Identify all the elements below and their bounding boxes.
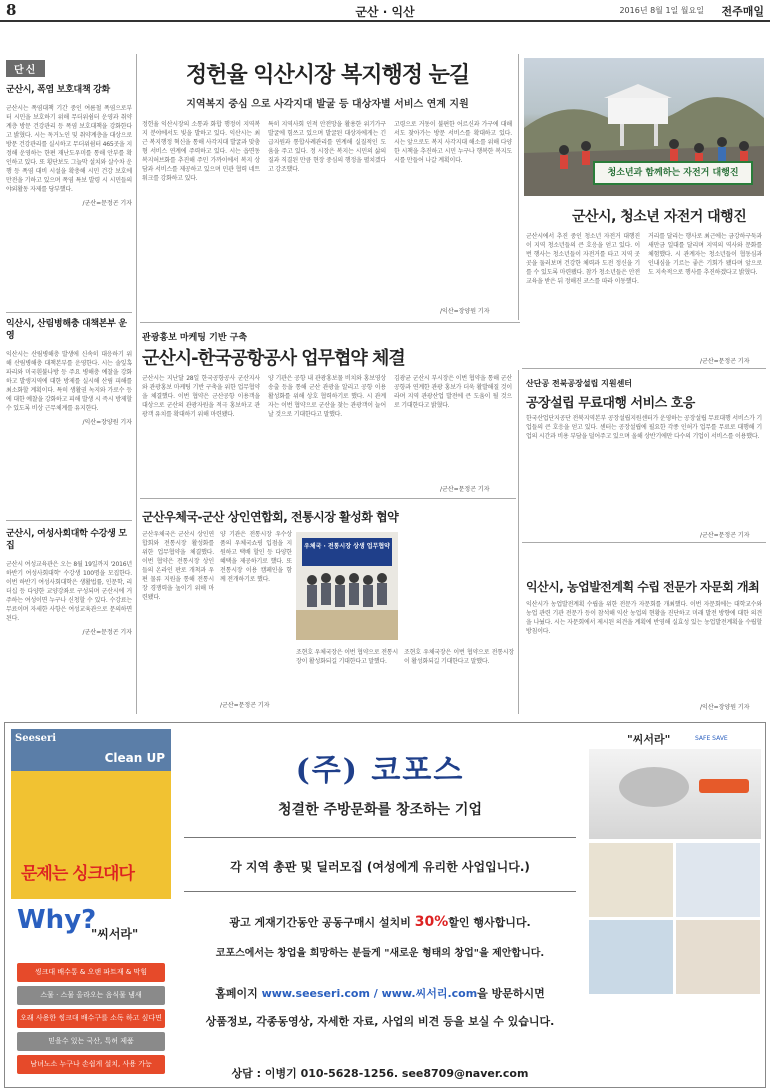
ad-clean-text: Clean UP	[104, 751, 165, 765]
advertisement	[4, 722, 766, 1088]
product-gallery	[589, 843, 761, 994]
market-story-col: 조현호 우체국장은 이번 협약으로 전통시장이 활성화되길 기대한다고 말했다.	[296, 649, 398, 665]
divider	[522, 542, 766, 543]
main-headline: 정헌율 익산시장 복지행정 눈길	[185, 63, 470, 88]
page-header	[0, 0, 770, 22]
brief-title: 군산시, 폭염 보호대책 강화	[6, 85, 110, 95]
ad-right-header	[589, 729, 761, 749]
ad-promo-line	[175, 914, 585, 930]
brief-title: 익산시, 산림병해충 대책본부 운영	[6, 319, 127, 341]
ad-benefit-pill: 씽크대 배수통 & 오랜 파트재 & 막힘	[17, 963, 165, 982]
bike-parade-photo	[524, 58, 764, 196]
ad-homepage-tail: 을 방문하시면	[477, 987, 545, 1000]
ad-why-text: Why?	[17, 905, 97, 935]
issue-date: 2016년 8월 1일 월요일	[619, 6, 704, 15]
divider	[140, 322, 520, 323]
ad-benefit-pill: 남녀노소 누구나 손쉽게 설치, 사용 가능	[17, 1055, 165, 1074]
brief-item	[6, 318, 132, 426]
divider	[522, 368, 766, 369]
airport-story-col: 군산시는 지난달 28일 한국공항공사 군산지사와 관광홍보 마케팅 기반 구축을 위한 업무협약을 체결했다. 이번 협약은 군산공항 이용객을 대상으로 군산의 관광자원을 적극 홍보하고 관광객 유치를 확대하기 위해 마련됐다.	[142, 375, 260, 418]
brief-label: 단신	[6, 60, 45, 77]
ad-homepage-line	[175, 985, 585, 1001]
market-headline: 군산우체국-군산 상인연합회, 전통시장 활성화 협약	[142, 510, 399, 524]
ad-right-brand: "씨서라"	[627, 733, 671, 746]
ad-right-tag: SAFE SAVE	[695, 735, 728, 742]
main-story-col: 정헌율 익산시장의 소통과 화합 행정이 지역복지 분야에서도 빛을 발하고 있다. 익산시는 최근 복지행정 혁신을 통해 사각지대 발굴과 맞춤형 서비스 연계에 주력하고 있다. 시는 읍면동 복지허브화를 추진해 주민 가까이에서 복지 상담과 서비스를 제공하고 있으며 민관 협력 네트워크를 강화하고 있다.	[142, 121, 260, 182]
bike-headline: 군산시, 청소년 자전거 대행진	[572, 209, 747, 225]
bike-story-col: 거리를 달리는 행사로 최근에는 금강하구둑과 새만금 일대를 달리며 지역의 역사와 문화를 체험했다. 시 관계자는 청소년들이 협동심과 인내심을 기르는 좋은 기회가 됐다며 앞으로도 지속적으로 행사를 추진하겠다고 밝혔다.	[648, 233, 762, 276]
sink-photo	[11, 771, 171, 899]
factory-story-body: 한국산업단지공단 전북지역본부 공장설립지원센터가 운영하는 공장설립 무료대행 서비스가 기업들의 큰 호응을 얻고 있다. 센터는 공장설립에 필요한 각종 인허가 업무를 무료로 대행해 기업의 시간과 비용 부담을 덜어주고 있으며 올해 상반기에만 다수의 기업이 서비스를 이용했다.	[526, 415, 762, 440]
brief-title: 군산시, 여성사회대학 수강생 모집	[6, 529, 127, 551]
ad-benefit-pill: 오래 사용한 씽크대 배수구를 소독 하고 싶다면	[17, 1009, 165, 1028]
gallery-photo	[589, 843, 673, 917]
main-story-byline: /익산=장양원 기자	[440, 308, 490, 315]
brief-body: 군산시 여성교육관은 오는 8월 19일까지 '2016년 하반기 여성사회대학' 수강생 100명을 모집한다. 이번 하반기 여성사회대학은 생활법률, 인문학, 리더십 등 다양한 교양강좌로 구성되며 군산시에 거주하는 여성이면 누구나 신청할 수 있다. 수강료는 무료이며 자세한 사항은 여성교육관으로 문의하면 된다.	[6, 561, 132, 622]
airport-kicker: 관광홍보 마케팅 기반 구축	[142, 333, 248, 343]
brief-byline: /익산=장양원 기자	[82, 419, 132, 426]
advisory-story-body: 익산시가 농업발전계획 수립을 위한 전문가 자문회를 개최했다. 이번 자문회에는 대학교수와 농업 관련 기관 전문가 등이 참석해 익산 농업의 현황을 진단하고 미래 발전 방향에 대한 의견을 나눴다. 시는 자문회에서 제시된 의견을 계획에 반영해 실효성 있는 농업발전계획을 수립할 방침이다.	[526, 601, 762, 635]
divider	[140, 498, 516, 499]
airport-story-col: 김광균 군산시 부시장은 이번 협약을 통해 군산공항과 연계한 관광 홍보가 더욱 활발해질 것이라며 지역 관광산업 발전에 큰 도움이 될 것으로 기대한다고 밝혔다.	[394, 375, 512, 409]
divider	[6, 312, 132, 313]
ad-sink-brand: "씨서라"	[91, 927, 139, 941]
divider	[6, 520, 132, 521]
gallery-photo	[676, 843, 760, 917]
main-story-col: 고령으로 거동이 불편한 어르신과 가구에 대해서도 찾아가는 방문 서비스를 확대하고 있다. 시는 앞으로도 복지 사각지대 해소를 위해 다양한 시책을 추진하고 시민 누구나 행복한 복지도시를 만들어 나갈 계획이다.	[394, 121, 512, 164]
airport-headline: 군산시-한국공항공사 업무협약 체결	[142, 348, 405, 369]
agreement-ceremony-photo	[296, 532, 398, 640]
column-rule	[518, 370, 519, 714]
ad-right-panel	[589, 729, 761, 1081]
market-story-col: 양 기관은 전통시장 우수상품의 우체국쇼핑 입점을 지원하고 택배 할인 등 다양한 혜택을 제공하기로 했다. 또 전통시장 이용 캠페인을 함께 전개하기로 했다.	[220, 531, 292, 583]
ad-company: (주) 코포스	[295, 753, 465, 788]
ad-left-banner	[11, 729, 171, 771]
brief-body: 군산시는 폭염대책 기간 중인 여름철 폭염으로부터 시민을 보호하기 위해 무더위쉼터 운영과 취약계층 방문 건강관리 등 폭염 보호대책을 강화한다고 밝혔다. 시는 독거노인 및 취약계층을 대상으로 방문 건강관리를 실시하고 무더위쉼터 465곳을 지정해 운영하는 한편 재난도우미를 통해 안부를 확인하고 있다. 또 횡단보도 그늘막 설치와 살수차 운행 등 폭염 대비 시설을 확충해 시민 건강 보호에 만전을 기하고 있으며 폭염 특보 발령 시 시민들의 야외활동 자제를 당부했다.	[6, 105, 132, 193]
ad-center-panel	[175, 723, 585, 1087]
advisory-headline: 익산시, 농업발전계획 수립 전문가 자문회 개최	[526, 580, 760, 594]
photo-banner-text: 청소년과 함께하는 자전거 대행진	[607, 168, 739, 178]
bike-byline: /군산=문정곤 기자	[700, 358, 750, 365]
market-story-col: 조현호 우체국장은 이번 협약으로 전통시장이 활성화되길 기대한다고 말했다.	[404, 649, 514, 665]
factory-byline: /군산=문정곤 기자	[700, 532, 750, 539]
ad-contact: 상담 : 이병기 010-5628-1256. see8709@naver.com	[231, 1067, 529, 1080]
airport-story-col: 양 기관은 공항 내 관광홍보물 비치와 홍보영상 송출 등을 통해 군산 관광을 알리고 공항 이용 활성화를 위해 상호 협력하기로 했다. 시 관계자는 이번 협약으로 군산을 찾는 관광객이 늘어날 것으로 기대한다고 말했다.	[268, 375, 386, 418]
gallery-photo	[589, 920, 673, 994]
brief-label-wrap	[6, 58, 132, 77]
gallery-photo	[676, 920, 760, 994]
ad-startup-line: 코포스에서는 창업을 희망하는 분들게 "새로운 형태의 창업"을 제안합니다.	[215, 948, 545, 959]
ad-why-block	[11, 899, 171, 959]
newspaper-brand: 전주매일	[721, 5, 764, 18]
column-rule	[136, 54, 137, 714]
factory-kicker: 산단공 전북공장설립 지원센터	[526, 379, 633, 388]
market-byline: /군산=문정곤 기자	[220, 702, 270, 709]
drain-product-photo	[589, 749, 761, 839]
ad-info-line: 상품정보, 각종동영상, 자세한 자료, 사업의 비견 등을 보실 수 있습니다.	[205, 1015, 555, 1028]
factory-headline: 공장설립 무료대행 서비스 호응	[526, 396, 695, 411]
divider	[184, 891, 576, 892]
ad-benefit-pill: 믿을수 있는 국산, 특허 제품	[17, 1032, 165, 1051]
ad-homepage-label: 홈페이지	[215, 987, 262, 1000]
bike-story-col: 군산시에서 추진 중인 청소년 자전거 대행진이 지역 청소년들의 큰 호응을 얻고 있다. 이번 행사는 청소년들이 자전거를 타고 지역 곳곳을 둘러보며 건강한 체력과 도전 정신을 기를 수 있도록 마련됐다. 참가 청소년들은 안전교육을 받은 뒤 정해진 코스를 따라 이동했다.	[526, 233, 640, 285]
brief-byline: /군산=문정곤 기자	[82, 200, 132, 207]
ad-benefit-pill: 스물 · 스물 올라오는 음식물 냄새	[17, 986, 165, 1005]
brief-byline: /군산=문정곤 기자	[82, 629, 132, 636]
main-subheadline: 지역복지 중심 으로 사각지대 발굴 등 대상자별 서비스 연계 지원	[186, 99, 469, 110]
ad-promo-text: 할인 행사합니다.	[448, 916, 531, 929]
ad-homepage-url[interactable]: www.seeseri.com / www.씨서리.com	[261, 987, 478, 1000]
section-title: 군산 · 익산	[355, 5, 415, 19]
main-story-col: 특히 지역사회 인적 안전망을 활용한 위기가구 발굴에 힘쓰고 있으며 발굴된 대상자에게는 긴급지원과 통합사례관리를 연계해 실질적인 도움을 주고 있다. 정 시장은 복지는 시민의 삶의 질과 직결된 만큼 현장 중심의 행정을 펼치겠다고 강조했다.	[268, 121, 386, 173]
brief-body: 익산시는 산림병해충 발생에 신속히 대응하기 위해 산림병해충 대책본부를 운영한다. 시는 솔잎혹파리와 미국흰불나방 등 주요 병해충 예찰을 강화하고 발생지역에 대한 방제를 실시해 산림 피해를 최소화할 계획이다. 특히 생활권 녹지와 가로수 등에 대한 예찰을 강화하고 피해 발생 시 즉시 방제할 수 있도록 비상 근무체계를 유지한다.	[6, 351, 132, 412]
brief-item	[6, 528, 132, 636]
photo-banner-text: 우체국 · 전통시장 상생 업무협약	[304, 543, 390, 550]
airport-byline: /군산=문정곤 기자	[440, 486, 490, 493]
advisory-byline: /익산=장양원 기자	[700, 704, 750, 711]
ad-slogan: 청결한 주방문화를 창조하는 기업	[278, 802, 482, 818]
ad-left-panel	[11, 729, 171, 1081]
page-number: 8	[6, 1, 17, 19]
ad-brand-en: Seeseri	[15, 733, 57, 744]
ad-promo-text: 광고 게재기간동안 공동구매시 설치비	[229, 916, 415, 929]
column-rule	[518, 54, 519, 320]
divider	[184, 837, 576, 838]
ad-problem-text: 문제는 싱크대다	[21, 864, 134, 884]
ad-discount: 30%	[414, 914, 449, 930]
brief-item	[6, 84, 132, 207]
ad-recruit: 각 지역 총판 및 딜러모집 (여성에게 유리한 사업입니다.)	[230, 860, 530, 874]
market-story-col: 군산우체국은 군산시 상인연합회와 전통시장 활성화를 위한 업무협약을 체결했다. 이번 협약은 전통시장 상인들의 온라인 판로 개척과 우편 물류 지원을 통해 전통시장 경쟁력을 높이기 위해 마련됐다.	[142, 531, 214, 601]
